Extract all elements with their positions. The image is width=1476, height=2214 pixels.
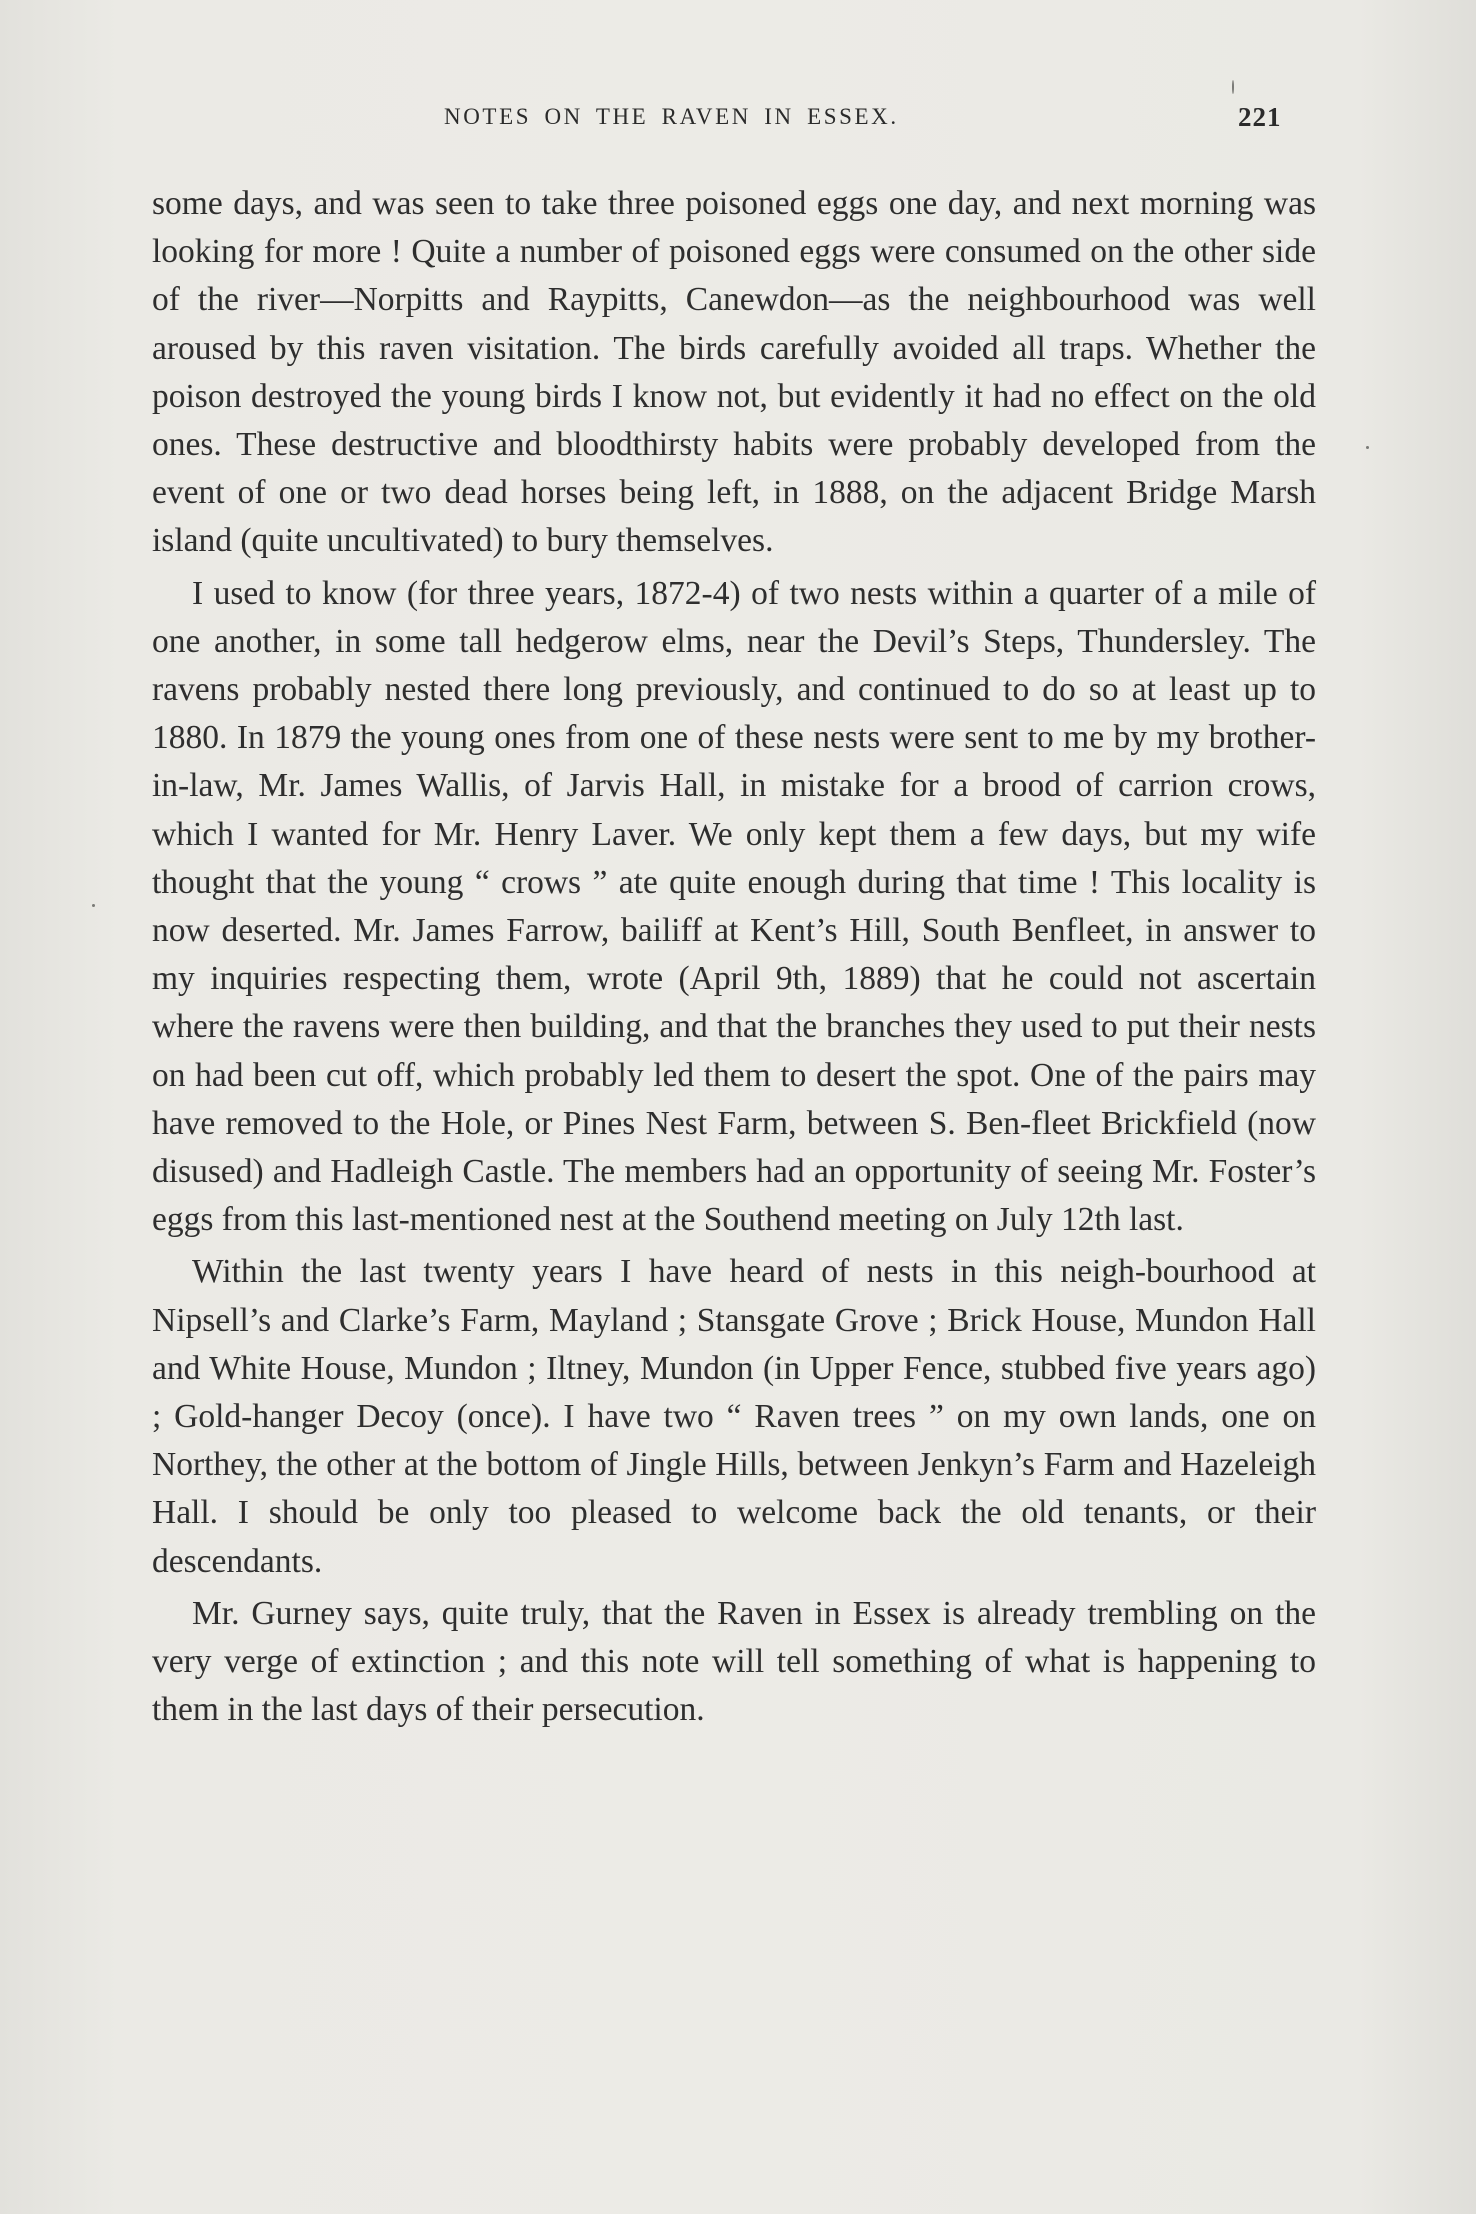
paper-speck xyxy=(1366,446,1369,449)
paragraph: I used to know (for three years, 1872-4) of two nests within a quarter of a mile of one another, in some tall hedgerow elms, near the Devil’s Steps, Thundersley. The ravens probably nested there long previously, and continued to do so at least up to 1880. In 1879 the young ones from one of these nests were sent to me by my brother-in-law, Mr. James Wallis, of Jarvis Hall, in mistake for a brood of carrion crows, which I wanted for Mr. Henry Laver. We only kept them a few days, but my wife thought that the young “ crows ” ate quite enough during that time ! This locality is now deserted. Mr. James Farrow, bailiff at Kent’s Hill, South Benfleet, in answer to my inquiries respecting them, wrote (April 9th, 1889) that he could not ascertain where the ravens were then building, and that the branches they used to put their nests on had been cut off, which probably led them to desert the spot. One of the pairs may have removed to the Hole, or Pines Nest Farm, between S. Ben-fleet Brickfield (now disused) and Hadleigh Castle. The members had an opportunity of seeing Mr. Foster’s eggs from this last-mentioned nest at the Southend meeting on July 12th last. xyxy=(152,574,1316,1239)
paper-speck xyxy=(1232,80,1234,94)
page-number: 221 xyxy=(1238,102,1282,132)
paragraph: Mr. Gurney says, quite truly, that the Raven in Essex is already trembling on the very verge of extinction ; and this note will tell something of what is happening to them in the last days of their persecution. xyxy=(152,1594,1316,1729)
running-title: NOTES ON THE RAVEN IN ESSEX. xyxy=(444,104,899,129)
paragraph: Within the last twenty years I have heard of nests in this neigh-bourhood at Nipsell’s and Clarke’s Farm, Mayland ; Stansgate Grove ; Brick House, Mundon Hall and White House, Mundon ; Iltney, Mundon (in Upper Fence, stubbed five years ago) ; Gold-hanger Decoy (once). I have two “ Raven trees ” on my own lands, one on Northey, the other at the bottom of Jingle Hills, between Jenkyn’s Farm and Hazeleigh Hall. I should be only too pleased to welcome back the old tenants, or their descendants. xyxy=(152,1253,1316,1580)
body-text xyxy=(152,180,1316,1739)
paragraph-continued: some days, and was seen to take three poisoned eggs one day, and next morning was looking for more ! Quite a number of poisoned eggs were consumed on the other side of the river—Norpitts and Raypitts, Canewdon—as the neighbourhood was well aroused by this raven visitation. The birds carefully avoided all traps. Whether the poison destroyed the young birds I know not, but evidently it had no effect on the old ones. These destructive and bloodthirsty habits were probably developed from the event of one or two dead horses being left, in 1888, on the adjacent Bridge Marsh island (quite uncultivated) to bury themselves. xyxy=(152,185,1316,560)
paper-speck xyxy=(92,904,95,907)
running-head xyxy=(0,104,1476,144)
